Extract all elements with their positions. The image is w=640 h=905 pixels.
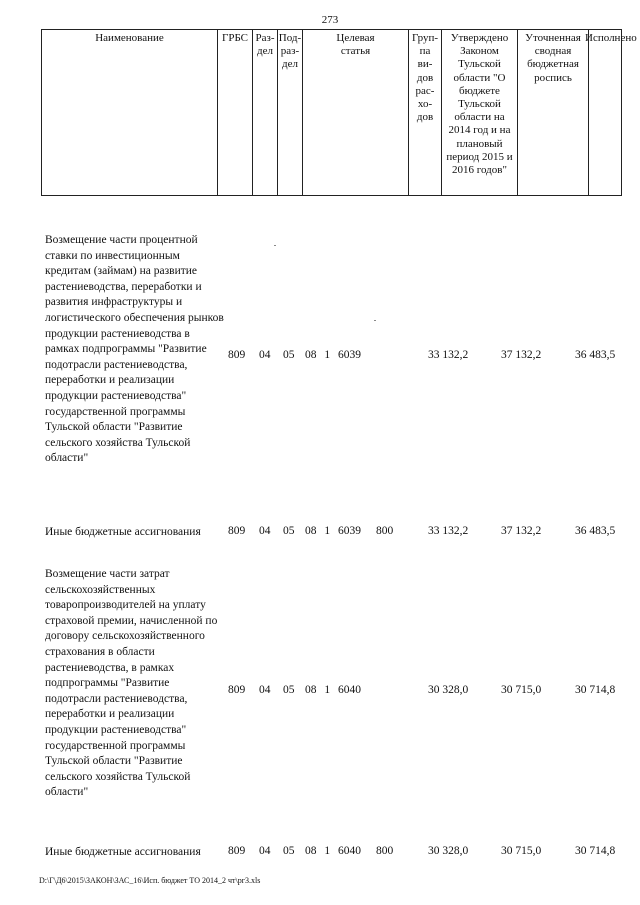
table-row	[0, 525, 640, 543]
row-group: 800	[376, 845, 394, 857]
table-header	[41, 29, 637, 196]
header-razdel: Раз- дел	[253, 30, 278, 195]
header-podrazdel: Под- раз- дел	[278, 30, 303, 195]
row-podrazdel: 05	[283, 349, 295, 361]
row-podrazdel: 05	[283, 684, 295, 696]
header-refined: Уточненная сводная бюджетная роспись	[518, 30, 589, 195]
header-executed: Исполнено	[585, 32, 637, 44]
row-approved: 33 132,2	[428, 349, 469, 361]
row-refined: 30 715,0	[501, 684, 542, 696]
row-executed: 30 714,8	[575, 684, 616, 696]
header-group: Груп- па ви- дов рас- хо- дов	[409, 30, 442, 195]
file-path-footer: D:\Г\Д6\2015\ЗАКОН\ЗАС_16\Исп. бюджет ТО 2014_2 чт\рг3.xls	[39, 876, 261, 885]
row-name: Возмещение части процентной ставки по инвестиционным кредитам (займам) на развитие растениеводства, переработки и развития инфраструктуры и логистического обеспечения рынков продукции растениеводства в рамках подпрограммы "Развитие подотрасли растениеводства, переработки и реализации продукции растениеводства" государственной программы Тульской области "Развитие сельского хозяйства Тульской области"	[45, 234, 224, 465]
row-refined: 37 132,2	[501, 525, 542, 537]
table-row	[0, 233, 640, 483]
header-grbs: ГРБС	[218, 30, 253, 195]
row-refined: 37 132,2	[501, 349, 542, 361]
row-grbs: 809	[228, 349, 246, 361]
row-razdel: 04	[259, 525, 271, 537]
row-grbs: 809	[228, 684, 246, 696]
row-approved: 30 328,0	[428, 845, 469, 857]
row-executed: 36 483,5	[575, 525, 616, 537]
row-podrazdel: 05	[283, 845, 295, 857]
row-razdel: 04	[259, 684, 271, 696]
row-grbs: 809	[228, 525, 246, 537]
header-target: Целевая статья	[303, 30, 409, 195]
row-target: 08 1 6040	[305, 845, 361, 857]
row-name: Иные бюджетные ассигнования	[45, 846, 201, 858]
row-grbs: 809	[228, 845, 246, 857]
page-number: 273	[321, 14, 339, 26]
row-refined: 30 715,0	[501, 845, 542, 857]
row-approved: 33 132,2	[428, 525, 469, 537]
table-row	[0, 567, 640, 822]
row-razdel: 04	[259, 845, 271, 857]
row-target: 08 1 6039	[305, 525, 361, 537]
row-executed: 36 483,5	[575, 349, 616, 361]
row-executed: 30 714,8	[575, 845, 616, 857]
row-group: 800	[376, 525, 394, 537]
header-approved: Утверждено Законом Тульской области "О бюджете Тульской области на 2014 год и на плановый период 2015 и 2016 годов"	[442, 30, 518, 195]
table-row	[0, 845, 640, 863]
scan-speck	[374, 320, 376, 321]
header-name: Наименование	[42, 30, 218, 195]
scan-speck	[274, 245, 276, 246]
row-razdel: 04	[259, 349, 271, 361]
row-name: Иные бюджетные ассигнования	[45, 526, 201, 538]
row-approved: 30 328,0	[428, 684, 469, 696]
row-name: Возмещение части затрат сельскохозяйственных товаропроизводителей на уплату страховой премии, начисленной по договору сельскохозяйственного страхования в области растениеводства, в рамках подпрограммы "Развитие подотрасли растениеводства, переработки и реализации продукции растениеводства" государственной программы Тульской области "Развитие сельского хозяйства Тульской области"	[45, 568, 218, 799]
row-podrazdel: 05	[283, 525, 295, 537]
row-target: 08 1 6039	[305, 349, 361, 361]
row-target: 08 1 6040	[305, 684, 361, 696]
